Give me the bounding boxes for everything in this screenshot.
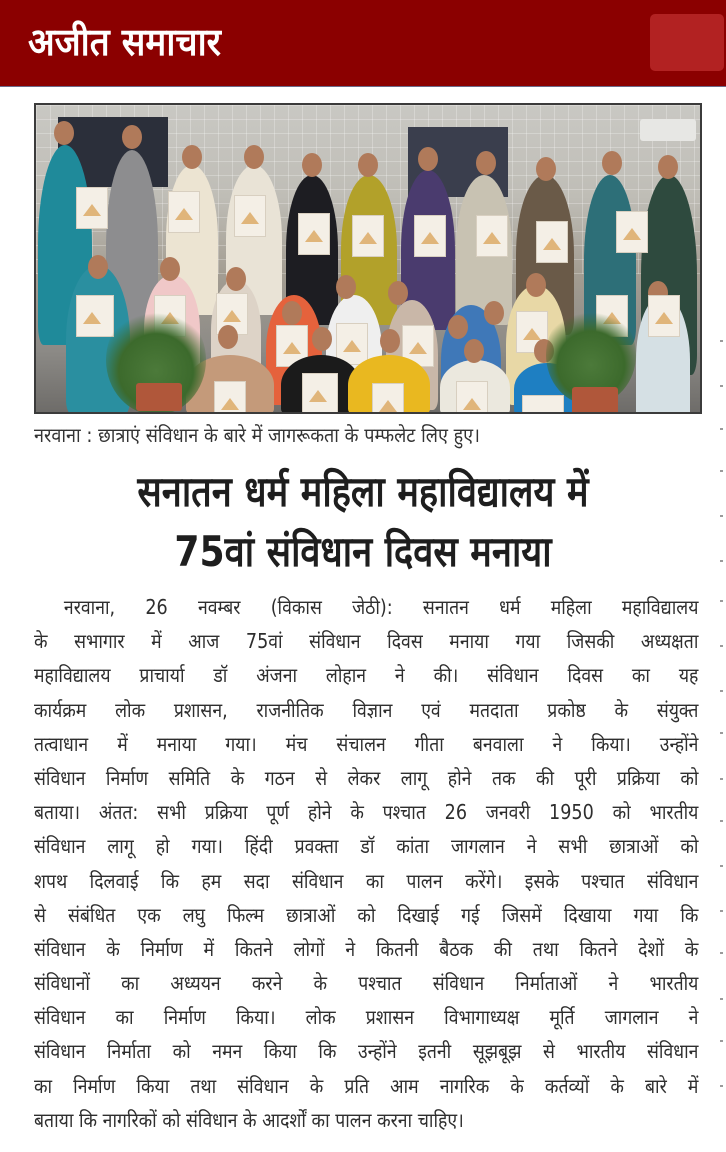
news-photo	[34, 103, 702, 414]
headline-line-2: 75वां संविधान दिवस मनाया	[174, 527, 552, 576]
photo-caption: नरवाना : छात्राएं संविधान के बारे में जागरूकता के पम्फलेट लिए हुए।	[34, 423, 480, 447]
article-line: बताया। अंतत: सभी प्रक्रिया पूर्ण होने के पश्चात 26 जनवरी 1950 को भारतीय	[34, 800, 699, 825]
menu-button[interactable]	[650, 14, 724, 71]
pamphlet	[456, 381, 488, 414]
head	[244, 145, 264, 169]
article-line: का निर्माण किया तथा संविधान के प्रति आम नागरिक के कर्तव्यों के बारे में	[34, 1073, 699, 1098]
article-line: संविधान निर्माता को नमन किया कि उन्होंने इतनी सूझबूझ से भारतीय संविधान	[34, 1039, 699, 1064]
head	[122, 125, 142, 149]
article-line: कार्यक्रम लोक प्रशासन, राजनीतिक विज्ञान एवं मतदाता प्रकोष्ठ के संयुक्त	[34, 697, 699, 722]
article-line: महाविद्यालय प्राचार्या डॉ अंजना लोहान ने की। संविधान दिवस का यह	[34, 663, 699, 688]
head	[388, 281, 408, 305]
head	[160, 257, 180, 281]
article-line: नरवाना, 26 नवम्बर (विकास जेठी): सनातन धर्म महिला महाविद्यालय	[63, 595, 699, 619]
pamphlet	[214, 381, 246, 414]
pamphlet	[352, 215, 384, 257]
pamphlet	[616, 211, 648, 253]
head	[182, 145, 202, 169]
head	[418, 147, 438, 171]
head	[282, 301, 302, 325]
pamphlet	[76, 187, 108, 229]
article-line: शपथ दिलवाई कि हम सदा संविधान का पालन करेंगे। इसके पश्चात संविधान	[34, 868, 699, 893]
pamphlet	[414, 215, 446, 257]
pamphlet	[536, 221, 568, 263]
head	[54, 121, 74, 145]
headline-line-1: सनातन धर्म महिला महाविद्यालय में	[137, 467, 589, 516]
article-line: बताया कि नागरिकों को संविधान के आदर्शों का पालन करना चाहिए।	[34, 1107, 464, 1132]
brand-logo[interactable]: अजीत समाचार	[28, 20, 221, 64]
flower-pot	[136, 383, 182, 411]
pamphlet	[372, 383, 404, 414]
head	[336, 275, 356, 299]
pamphlet	[298, 213, 330, 255]
header-bar	[0, 0, 726, 87]
article-line: संविधानों का अध्ययन करने के पश्चात संविधान निर्माताओं ने भारतीय	[34, 971, 699, 996]
pamphlet	[76, 295, 114, 337]
head	[380, 329, 400, 353]
article-line: से संबंधित एक लघु फिल्म छात्राओं को दिखाई गई जिसमें दिखाया गया कि	[34, 902, 699, 927]
pamphlet	[302, 373, 338, 414]
article-line: तत्वाधान में मनाया गया। मंच संचालन गीता बनवाला ने किया। उन्होंने	[34, 731, 699, 756]
head	[526, 273, 546, 297]
article-line: संविधान का निर्माण किया। लोक प्रशासन विभागाध्यक्ष मूर्ति जागलान ने	[34, 1005, 699, 1030]
head	[88, 255, 108, 279]
head	[658, 155, 678, 179]
article-line: संविधान के निर्माण में कितने लोगों ने कितनी बैठक की तथा कितने देशों के	[34, 936, 699, 961]
pamphlet	[648, 295, 680, 337]
air-conditioner	[640, 119, 696, 141]
head	[302, 153, 322, 177]
article-line: संविधान निर्माण समिति के गठन से लेकर लागू होने तक की पूरी प्रक्रिया को	[34, 765, 699, 790]
head	[312, 327, 332, 351]
head	[484, 301, 504, 325]
pamphlet	[522, 395, 564, 414]
pamphlet	[476, 215, 508, 257]
adjacent-column-edge	[718, 300, 726, 1120]
article-line: संविधान लागू हो गया। हिंदी प्रवक्ता डॉ कांता जागलान ने सभी छात्राओं को	[34, 834, 699, 859]
head	[358, 153, 378, 177]
pamphlet	[234, 195, 266, 237]
head	[476, 151, 496, 175]
head	[448, 315, 468, 339]
flower-pot	[572, 387, 618, 414]
head	[464, 339, 484, 363]
head	[536, 157, 556, 181]
article-line: के सभागार में आज 75वां संविधान दिवस मनाया गया जिसकी अध्यक्षता	[34, 629, 699, 654]
head	[218, 325, 238, 349]
head	[226, 267, 246, 291]
article-body	[34, 590, 698, 1137]
pamphlet	[168, 191, 200, 233]
head	[602, 151, 622, 175]
